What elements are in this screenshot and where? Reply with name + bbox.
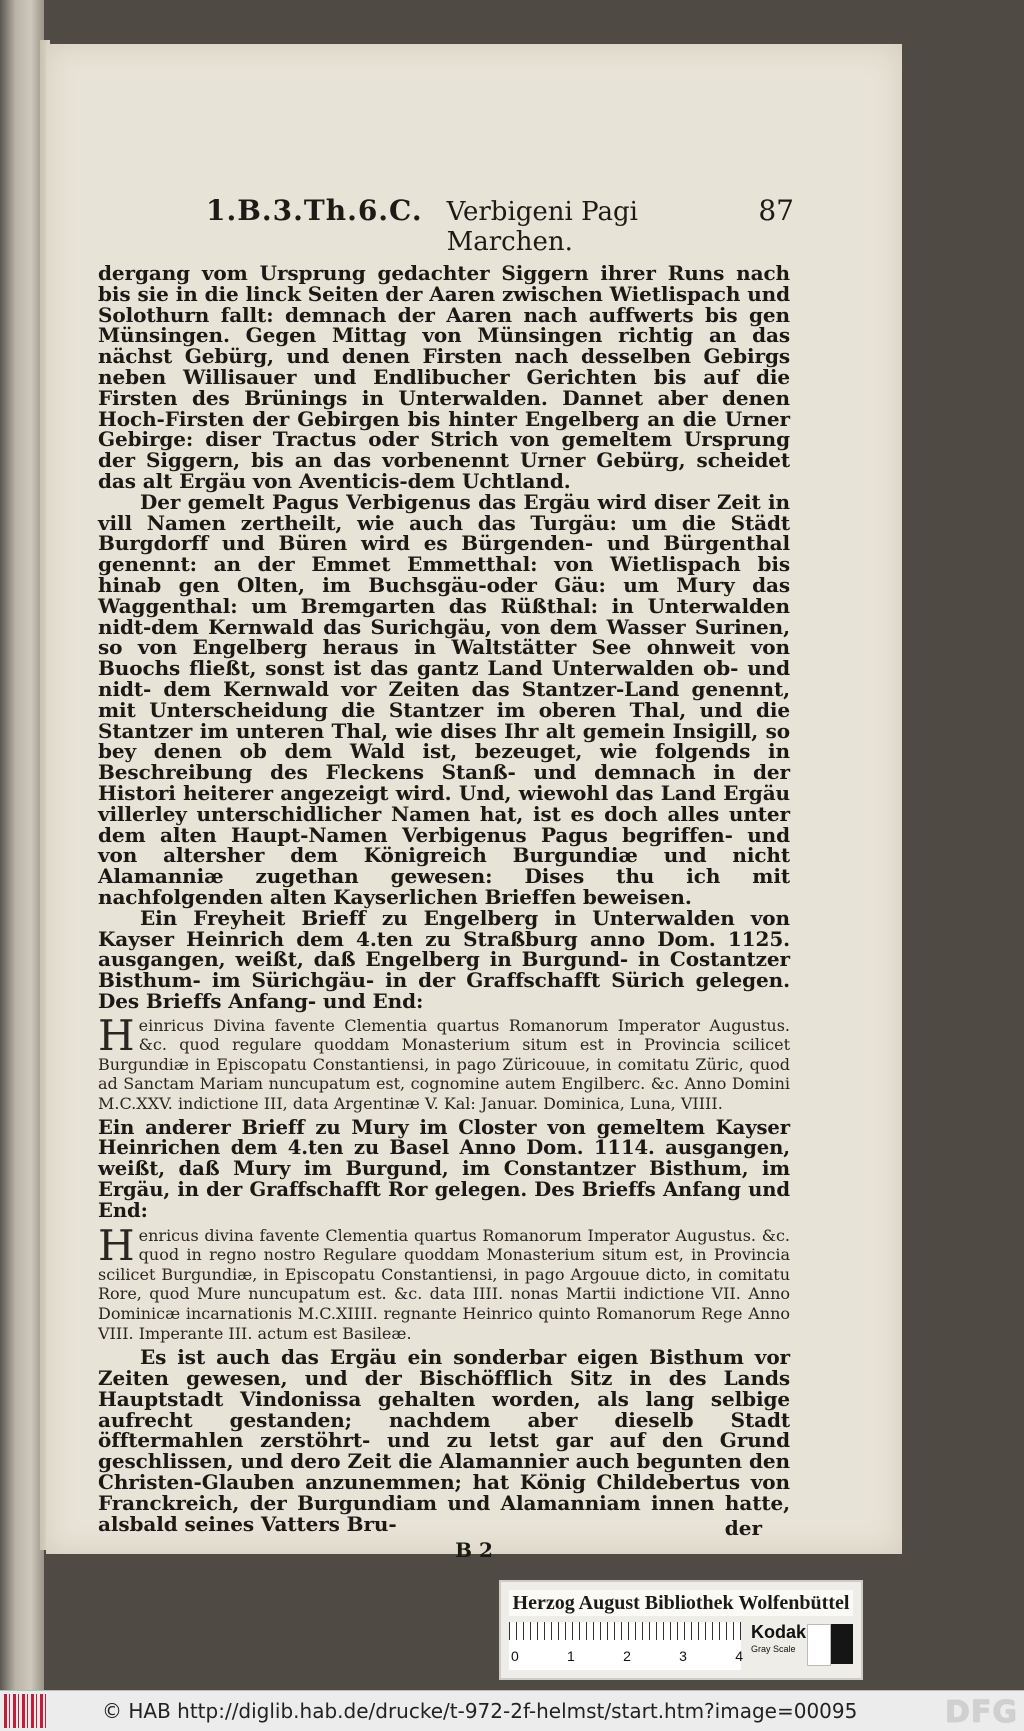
- dfg-logo: DFG: [944, 1695, 1018, 1730]
- latin-charter-2: [98, 1220, 790, 1344]
- institution-label: Herzog August Bibliothek Wolfenbüttel: [509, 1590, 853, 1616]
- gray-scale-label: Gray Scale: [751, 1644, 796, 1654]
- kodak-logo: Kodak: [751, 1622, 807, 1642]
- page-number: 87: [758, 194, 794, 227]
- running-head-section: 1.B.3.Th.6.C.: [206, 194, 423, 227]
- copyright-url[interactable]: © HAB http://diglib.hab.de/drucke/t-972-2f-helmst/start.htm?image=00095: [102, 1699, 858, 1723]
- latin-charter-1-text: einricus Divina favente Clementia quartus Romanorum Imperator Augustus. &c. quod regulare quoddam Monasterium situm est in Provincia scilicet Burgundiæ in Episcopatu Constantiensi, in pago Züricouue, in comitatu Züric, quod ad Sanctam Mariam nuncupatum est, cognomine autem Engilberc. &c. Anno Domini M.C.XXV. indictione III, data Argentinæ V. Kal: Januar. Dominica, Luna, VIIII.: [98, 1015, 790, 1114]
- ruler-label: 4: [735, 1648, 743, 1664]
- latin-charter-2-text: enricus divina favente Clementia quartus Romanorum Imperator Augustus. &c. quod in regno nostro Regulare quoddam Monasterium situm est, in Provincia scilicet Burgundiæ, in Episcopatu Constantiensi, in pago Argouue dicto, in comitatu Rore, quod Mure nuncupatum est. &c. data IIII. nonas Martii indictione VII. Anno Dominicæ incarnationis M.C.XIIII. regnante Heinrico quinto Romanorum Rege Anno VIII. Imperante III. actum est Basileæ.: [98, 1225, 790, 1343]
- book-spine-strip: [0, 0, 44, 1690]
- paragraph-2: Der gemelt Pagus Verbigenus das Ergäu wird diser Zeit in vill Namen zertheilt, wie auch das Turgäu: um die Städt Burgdorff und Büren wird es Bürgenden- und Bürgenthal genennt: an der Emmet Emmetthal: von Wietlispach bis hinab gen Olten, im Buchsgäu-oder Gäu: um Mury das Waggenthal: um Bremgarten das Rüßthal: in Unterwalden nidt-dem Kernwald das Surichgäu, von dem Wasser Surinen, so von Engelberg heraus in Waltstätter See ohnweit von Buochs fließt, sonst ist das gantz Land Unterwalden ob- und nidt- dem Kernwald vor Zeiten das Stantzer-Land genennt, mit Unterscheidung die Stantzer im oberen Thal, und die Stantzer im unteren Thal, wie dises Ihr alt gemein Insigill, so bey denen ob dem Wald ist, bezeuget, wie folgends in Beschreibung des Fleckens Stanß- und demnach in der Histori heiterer angezeigt wird. Und, wiewohl das Land Ergäu villerley unterschidlicher Namen hat, ist es doch alles unter dem alten Haupt-Namen Verbigenus Pagus begriffen- und von altersher dem Königreich Burgundiæ und nicht Alamanniæ zugethan gewesen: Dises thu ich mit nachfolgenden alten Kayserlichen Brieffen beweisen.: [98, 489, 790, 909]
- ruler-labels: [509, 1648, 745, 1664]
- viewer-footer-bar: [0, 1690, 1024, 1731]
- ruler-label: 2: [623, 1648, 631, 1664]
- page-body: [98, 194, 794, 1563]
- dropcap-h: H: [98, 1010, 135, 1060]
- color-target-card: [499, 1580, 863, 1680]
- barcode-icon: [4, 1694, 46, 1728]
- paragraph-5: Es ist auch das Ergäu ein sonderbar eigen Bisthum vor Zeiten gewesen, und der Bischöfflich Sitz in des Lands Hauptstadt Vindonissa gehalten worden, als lang selbige aufrecht gestanden; nachdem aber dieselb Stadt öfftermahlen zerstöhrt- und zu letst gar auf den Grund geschlissen, und dero Zeit die Alamannier auch begunten den Christen-Glauben anzunemmen; hat König Childebertus von Franckreich, der Burgundiam und Alamanniam innen hatte, alsbald seines Vatters Bru-: [98, 1345, 790, 1536]
- white-swatch: [807, 1624, 831, 1666]
- running-head: [98, 194, 794, 257]
- paragraph-1: dergang vom Ursprung gedachter Siggern ihrer Runs nach bis sie in die linck Seiten der Aaren zwischen Wietlispach und Solothurn fallt: demnach der Aaren nach auffwerts bis gen Münsingen. Gegen Mittag von Münsingen richtig an das nächst Gebürg, und denen Firsten nach desselben Gebirgs neben Willisauer und Endlibucher Gerichten bis auf die Firsten des Brünings in Unterwalden. Dannet aber denen Hoch-Firsten der Gebirgen bis hinter Engelberg an die Urner Gebirge: diser Tractus oder Strich von gemeltem Ursprung der Siggern, bis an das vorbenennt Urner Gebürg, scheidet das alt Ergäu von Aventicis-dem Uchtland.: [98, 261, 790, 493]
- dropcap-h: H: [98, 1220, 135, 1270]
- ruler-label: 3: [679, 1648, 687, 1664]
- book-page: [46, 44, 902, 1563]
- running-head-title: Verbigeni Pagi Marchen.: [446, 197, 638, 257]
- ruler-label: 0: [511, 1648, 519, 1664]
- paragraph-3: Ein Freyheit Brieff zu Engelberg in Unterwalden von Kayser Heinrich dem 4.ten zu Straßburg anno Dom. 1125. ausgangen, weißt, daß Engelberg in Burgund- in Costantzer Bisthum- im Sürichgäu- in der Graffschafft Sürich gelegen. Des Brieffs Anfang- und End:: [98, 905, 790, 1013]
- page-footer-marks: [98, 1516, 790, 1563]
- latin-charter-1: [98, 1010, 790, 1114]
- ruler-label: 1: [567, 1648, 575, 1664]
- catchword: der: [724, 1516, 762, 1541]
- signature-mark: B 2: [455, 1538, 493, 1563]
- black-swatch: [831, 1624, 853, 1664]
- paragraph-4: Ein anderer Brieff zu Mury im Closter von gemeltem Kayser Heinrichen dem 4.ten zu Basel Anno Dom. 1114. ausgangen, weißt, daß Mury im Burgund, im Constantzer Bisthum, im Ergäu, in der Graffschafft Ror gelegen. Des Brieffs Anfang und End:: [98, 1115, 790, 1222]
